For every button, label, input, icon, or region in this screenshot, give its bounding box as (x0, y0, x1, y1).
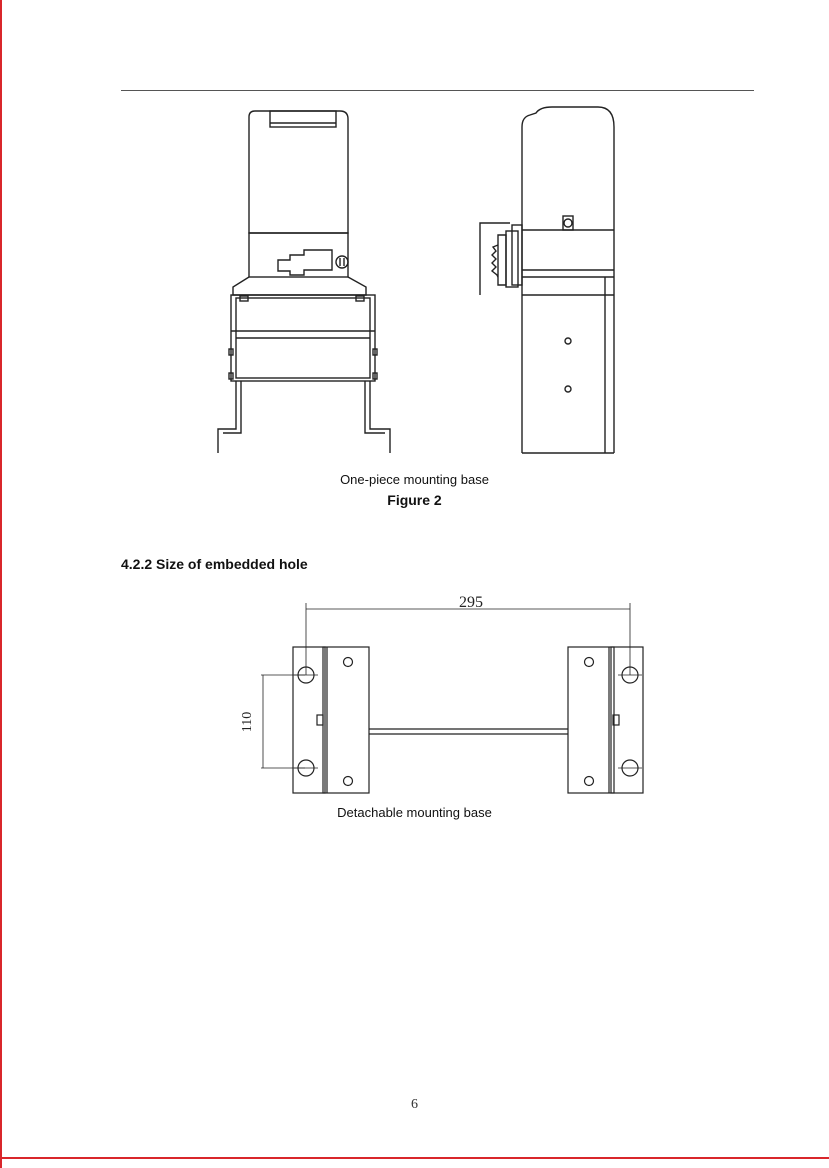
dimension-height-label: 110 (240, 711, 255, 733)
left-base-plate (293, 647, 369, 793)
mounting-base-drawing (235, 585, 655, 805)
figure-caption: One-piece mounting base (340, 472, 489, 487)
figure-label: Figure 2 (387, 492, 442, 508)
dimension-width-label: 295 (459, 594, 483, 611)
section-heading: 4.2.2 Size of embedded hole (121, 556, 308, 572)
page-border-bottom (0, 1157, 829, 1159)
header-rule (121, 90, 754, 91)
page-number: 6 (411, 1097, 418, 1112)
motor-drawing (200, 105, 630, 460)
page-border-left (0, 0, 2, 1168)
mounting-base-caption: Detachable mounting base (337, 805, 492, 820)
right-base-plate (568, 647, 643, 793)
motor-front-view (218, 111, 390, 453)
motor-side-view (480, 107, 614, 453)
